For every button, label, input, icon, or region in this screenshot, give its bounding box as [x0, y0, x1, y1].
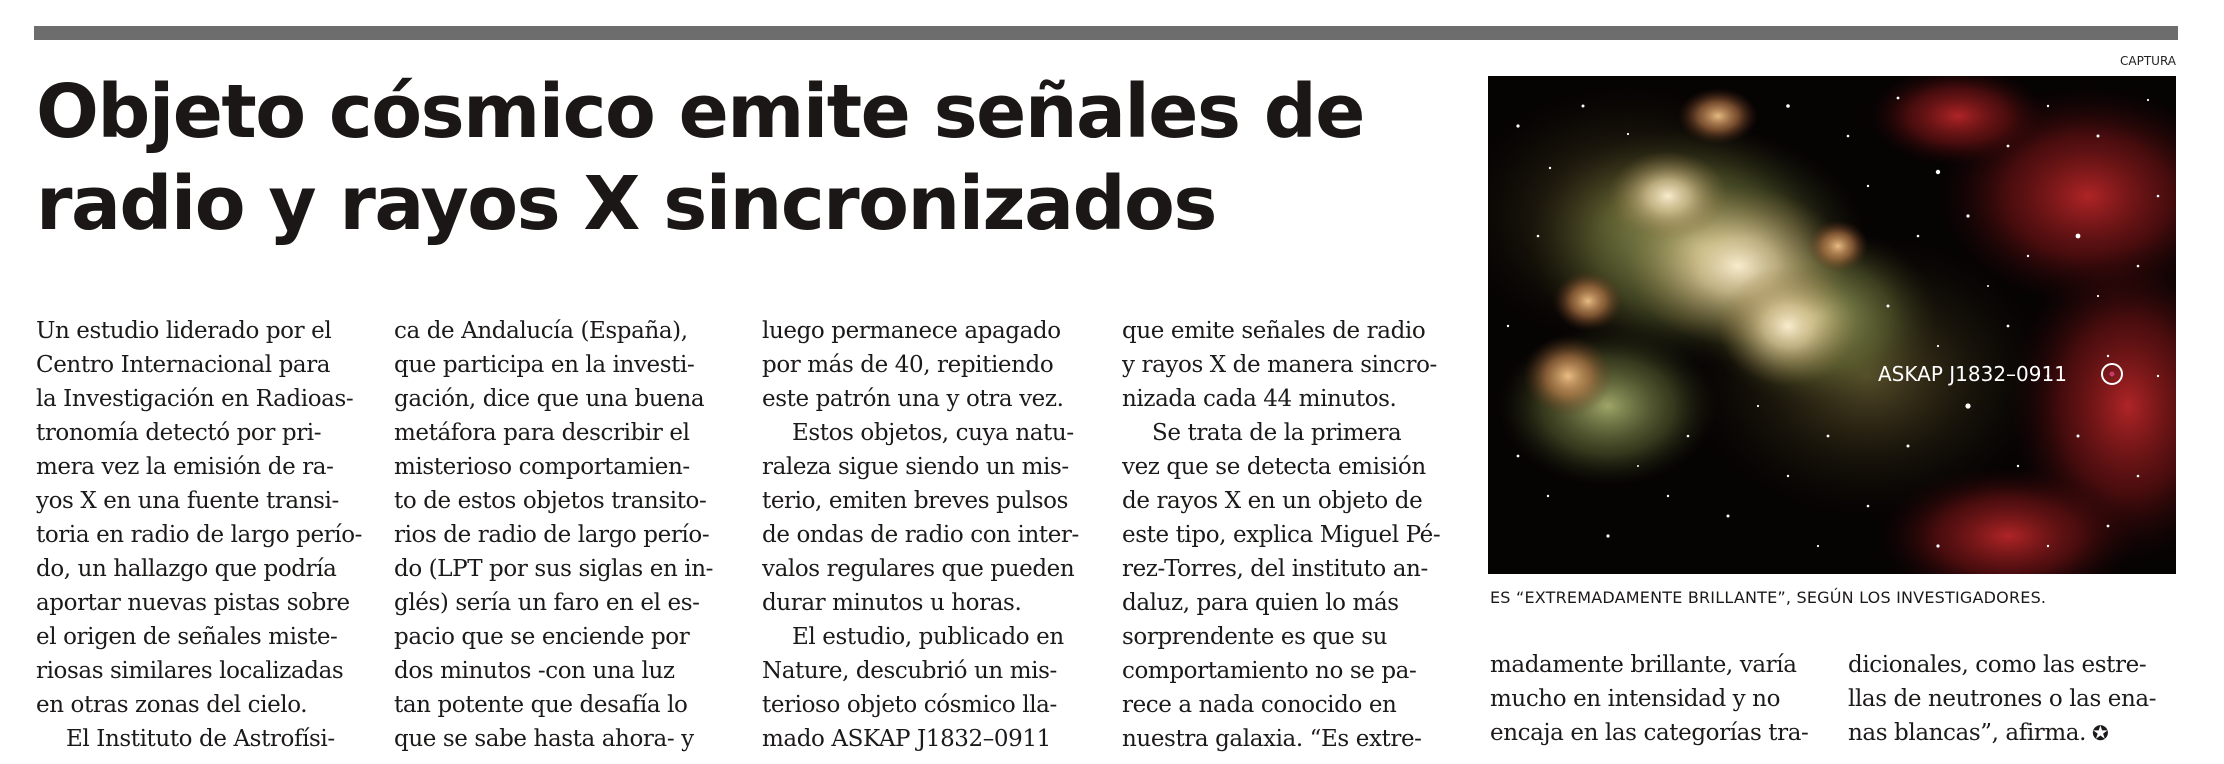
- article-line: raleza sigue siendo un mis-: [762, 454, 1069, 480]
- article-line: dicionales, como las estre-: [1848, 652, 2147, 678]
- article-line: rece a nada conocido en: [1122, 692, 1397, 718]
- article-line: y rayos X de manera sincro-: [1122, 352, 1437, 378]
- article-line: Se trata de la primera: [1152, 420, 1402, 446]
- article-line: nuestra galaxia. “Es extre-: [1122, 726, 1422, 752]
- article-line: do, un hallazgo que podría: [36, 556, 337, 582]
- article-line: de ondas de radio con inter-: [762, 522, 1079, 548]
- headline: [36, 66, 1476, 250]
- article-line: toria en radio de largo perío-: [36, 522, 363, 548]
- article-line: pacio que se enciende por: [394, 624, 690, 650]
- photo-credit: CAPTURA: [2120, 54, 2176, 68]
- article-line: yos X en una fuente transi-: [36, 488, 339, 514]
- article-column-2: [394, 314, 724, 756]
- article-line: en otras zonas del cielo.: [36, 692, 308, 718]
- article-column-1: [36, 314, 366, 756]
- article-line: mera vez la emisión de ra-: [36, 454, 334, 480]
- article-line: rios de radio de largo perío-: [394, 522, 710, 548]
- article-line: mucho en intensidad y no: [1490, 686, 1781, 712]
- end-of-article-icon: ✪: [2086, 721, 2109, 745]
- photo-caption: ES “EXTREMADAMENTE BRILLANTE”, SEGÚN LOS INVESTIGADORES.: [1490, 588, 2047, 607]
- article-line: terioso objeto cósmico lla-: [762, 692, 1057, 718]
- article-line: este patrón una y otra vez.: [762, 386, 1064, 412]
- article-column-4: [1122, 314, 1452, 756]
- article-line: la Investigación en Radioas-: [36, 386, 354, 412]
- article-line: gación, dice que una buena: [394, 386, 705, 412]
- article-line: terio, emiten breves pulsos: [762, 488, 1069, 514]
- article-column-3: [762, 314, 1092, 756]
- article-line: tan potente que desafía lo: [394, 692, 688, 718]
- article-line: tronomía detectó por pri-: [36, 420, 322, 446]
- source-marker-dot: [2110, 372, 2115, 377]
- article-line: valos regulares que pueden: [762, 556, 1075, 582]
- article-line: vez que se detecta emisión: [1122, 454, 1426, 480]
- article-line: que participa en la investi-: [394, 352, 695, 378]
- article-line: glés) sería un faro en el es-: [394, 590, 700, 616]
- article-line: El Instituto de Astrofísi-: [66, 726, 335, 752]
- article-line: llas de neutrones o las ena-: [1848, 686, 2157, 712]
- nebula-photo: [1488, 76, 2176, 574]
- source-label: ASKAP J1832–0911: [1878, 362, 2067, 386]
- article-line: sorprendente es que su: [1122, 624, 1388, 650]
- article-line: dos minutos -con una luz: [394, 658, 675, 684]
- article-line: Centro Internacional para: [36, 352, 331, 378]
- article-line: Nature, descubrió un mis-: [762, 658, 1057, 684]
- article-line: durar minutos u horas.: [762, 590, 1022, 616]
- article-line: rez-Torres, del instituto an-: [1122, 556, 1428, 582]
- article-line: encaja en las categorías tra-: [1490, 720, 1809, 746]
- article-line: que emite señales de radio: [1122, 318, 1426, 344]
- top-rule: [34, 26, 2178, 40]
- article-line: to de estos objetos transito-: [394, 488, 707, 514]
- article-line: de rayos X en un objeto de: [1122, 488, 1423, 514]
- article-line: que se sabe hasta ahora- y: [394, 726, 694, 752]
- article-line: este tipo, explica Miguel Pé-: [1122, 522, 1441, 548]
- article-line: mado ASKAP J1832–0911: [762, 726, 1051, 752]
- headline-line-1: Objeto cósmico emite señales de: [36, 69, 1364, 155]
- article-line: Estos objetos, cuya natu-: [792, 420, 1074, 446]
- article-line: metáfora para describir el: [394, 420, 690, 446]
- article-line: nas blancas”, afirma. ✪: [1848, 720, 2109, 746]
- article-line: luego permanece apagado: [762, 318, 1061, 344]
- article-line: nizada cada 44 minutos.: [1122, 386, 1397, 412]
- article-line: do (LPT por sus siglas en in-: [394, 556, 714, 582]
- article-line: Un estudio liderado por el: [36, 318, 332, 344]
- article-line: El estudio, publicado en: [792, 624, 1064, 650]
- headline-line-2: radio y rayos X sincronizados: [36, 161, 1216, 247]
- article-line: riosas similares localizadas: [36, 658, 344, 684]
- article-line: ca de Andalucía (España),: [394, 318, 688, 344]
- article-line: madamente brillante, varía: [1490, 652, 1797, 678]
- article-column-5: [1490, 648, 1820, 750]
- article-line: daluz, para quien lo más: [1122, 590, 1399, 616]
- article-line: aportar nuevas pistas sobre: [36, 590, 350, 616]
- article-line: misterioso comportamien-: [394, 454, 690, 480]
- article-line: comportamiento no se pa-: [1122, 658, 1417, 684]
- article-line: por más de 40, repitiendo: [762, 352, 1054, 378]
- article-line: el origen de señales miste-: [36, 624, 338, 650]
- article-column-6: [1848, 648, 2178, 750]
